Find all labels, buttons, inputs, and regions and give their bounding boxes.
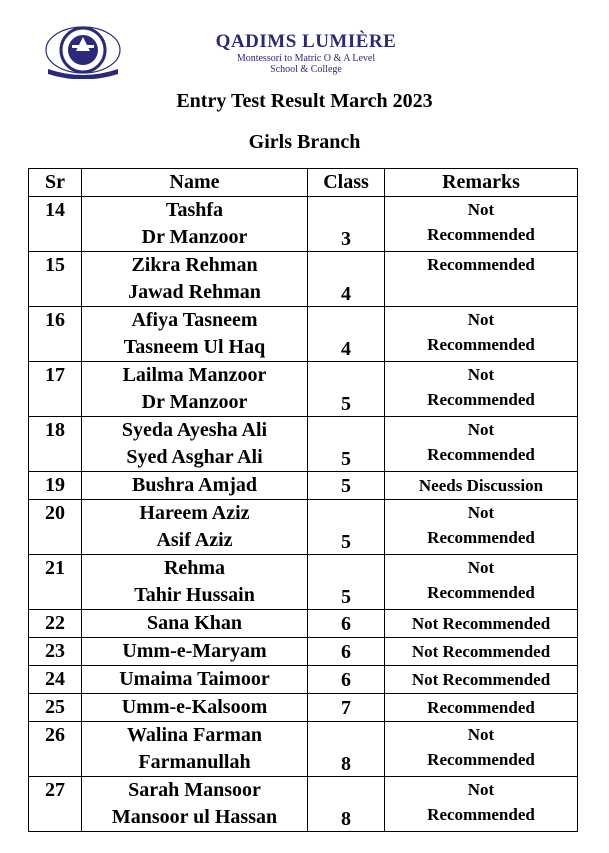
remark-text: Recommended <box>427 698 535 717</box>
cell-remarks <box>385 722 578 777</box>
cell-name <box>82 555 308 610</box>
cell-class: 8 <box>308 722 385 777</box>
student-name: Umm-e-Kalsoom <box>121 696 268 718</box>
cell-sr: 21 <box>29 555 82 610</box>
table-row <box>29 555 578 610</box>
cell-sr: 26 <box>29 722 82 777</box>
cell-name <box>82 362 308 417</box>
cell-sr: 22 <box>29 610 82 638</box>
remark-text: Recommended <box>427 255 535 274</box>
table-row <box>29 307 578 362</box>
table-header-row <box>29 169 578 197</box>
cell-remarks <box>385 197 578 252</box>
remark-text-2: Recommended <box>427 805 535 824</box>
remark-text: Not Recommended <box>411 642 551 661</box>
remark-text-2: Recommended <box>427 225 535 244</box>
remark-text-2: Recommended <box>427 750 535 769</box>
parent-name: Tasneem Ul Haq <box>123 336 266 358</box>
cell-remarks <box>385 777 578 832</box>
table-row <box>29 610 578 638</box>
school-logo-icon <box>44 25 122 79</box>
student-name: Sana Khan <box>146 612 243 634</box>
cell-sr: 20 <box>29 500 82 555</box>
cell-remarks <box>385 610 578 638</box>
cell-class: 6 <box>308 638 385 666</box>
remark-text-2: Recommended <box>427 390 535 409</box>
parent-name: Syed Asghar Ali <box>126 446 263 468</box>
remark-text: Not <box>467 780 495 799</box>
cell-remarks <box>385 694 578 722</box>
cell-class: 5 <box>308 362 385 417</box>
cell-sr: 15 <box>29 252 82 307</box>
table-row <box>29 362 578 417</box>
student-name: Zikra Rehman <box>131 254 258 276</box>
student-name: Hareem Aziz <box>139 502 250 524</box>
page-title: Entry Test Result March 2023 <box>176 90 433 112</box>
cell-remarks <box>385 252 578 307</box>
cell-name <box>82 610 308 638</box>
table-row <box>29 722 578 777</box>
cell-class: 5 <box>308 555 385 610</box>
cell-sr: 25 <box>29 694 82 722</box>
cell-remarks <box>385 638 578 666</box>
parent-name: Farmanullah <box>138 751 251 773</box>
cell-name <box>82 666 308 694</box>
student-name: Tashfa <box>165 199 224 221</box>
cell-class: 3 <box>308 197 385 252</box>
table-body <box>29 197 578 832</box>
table-row <box>29 777 578 832</box>
table-row <box>29 197 578 252</box>
header-sr: Sr <box>29 169 82 197</box>
cell-class: 6 <box>308 610 385 638</box>
remark-text: Not <box>467 200 495 219</box>
cell-remarks <box>385 500 578 555</box>
student-name: Lailma Manzoor <box>122 364 267 386</box>
cell-remarks <box>385 472 578 500</box>
remark-text: Not <box>467 558 495 577</box>
brand-block <box>206 31 406 75</box>
remark-text: Not <box>467 310 495 329</box>
table-row <box>29 694 578 722</box>
cell-class: 4 <box>308 307 385 362</box>
cell-class: 5 <box>308 500 385 555</box>
remark-text: Not Recommended <box>411 670 551 689</box>
cell-sr: 19 <box>29 472 82 500</box>
remark-text: Not <box>467 503 495 522</box>
remark-text-2: Recommended <box>427 583 535 602</box>
cell-name <box>82 307 308 362</box>
cell-class: 8 <box>308 777 385 832</box>
parent-name: Dr Manzoor <box>141 391 248 413</box>
cell-remarks <box>385 555 578 610</box>
student-name: Bushra Amjad <box>131 474 258 496</box>
student-name: Umaima Taimoor <box>119 668 270 690</box>
remark-text: Needs Discussion <box>418 476 544 495</box>
brand-tagline: Montessori to Matric O & A Level <box>236 53 376 64</box>
cell-name <box>82 777 308 832</box>
student-name: Syeda Ayesha Ali <box>121 419 268 441</box>
remark-text: Not Recommended <box>411 614 551 633</box>
cell-sr: 23 <box>29 638 82 666</box>
cell-name <box>82 252 308 307</box>
header-name: Name <box>82 169 308 197</box>
cell-name <box>82 417 308 472</box>
table-row <box>29 500 578 555</box>
cell-remarks <box>385 362 578 417</box>
student-name: Sarah Mansoor <box>128 779 261 801</box>
cell-name <box>82 638 308 666</box>
cell-sr: 18 <box>29 417 82 472</box>
remark-text: Not <box>467 365 495 384</box>
cell-name <box>82 197 308 252</box>
cell-remarks <box>385 307 578 362</box>
parent-name: Mansoor ul Hassan <box>111 806 278 828</box>
header-remarks: Remarks <box>385 169 578 197</box>
cell-sr: 14 <box>29 197 82 252</box>
cell-sr: 27 <box>29 777 82 832</box>
cell-sr: 24 <box>29 666 82 694</box>
cell-class: 5 <box>308 472 385 500</box>
result-table <box>28 168 578 832</box>
cell-class: 6 <box>308 666 385 694</box>
parent-name: Dr Manzoor <box>141 226 248 248</box>
cell-name <box>82 694 308 722</box>
brand-name: QADIMS LUMIÈRE <box>215 31 397 52</box>
cell-name <box>82 472 308 500</box>
table-row <box>29 472 578 500</box>
remark-text: Not <box>467 420 495 439</box>
remark-text-2: Recommended <box>427 445 535 464</box>
cell-remarks <box>385 666 578 694</box>
table-row <box>29 417 578 472</box>
parent-name: Asif Aziz <box>156 529 233 551</box>
cell-remarks <box>385 417 578 472</box>
header-class: Class <box>308 169 385 197</box>
cell-class: 7 <box>308 694 385 722</box>
student-name: Walina Farman <box>126 724 262 746</box>
brand-tagline-2: School & College <box>270 64 342 75</box>
cell-class: 5 <box>308 417 385 472</box>
table-row <box>29 666 578 694</box>
cell-name <box>82 500 308 555</box>
student-name: Umm-e-Maryam <box>122 640 267 662</box>
cell-sr: 17 <box>29 362 82 417</box>
remark-text: Not <box>467 725 495 744</box>
student-name: Rehma <box>163 557 226 579</box>
cell-class: 4 <box>308 252 385 307</box>
parent-name: Jawad Rehman <box>128 281 261 303</box>
cell-name <box>82 722 308 777</box>
remark-text-2: Recommended <box>427 528 535 547</box>
table-row <box>29 638 578 666</box>
parent-name: Tahir Hussain <box>134 584 255 606</box>
table-row <box>29 252 578 307</box>
remark-text-2: Recommended <box>427 335 535 354</box>
cell-sr: 16 <box>29 307 82 362</box>
student-name: Afiya Tasneem <box>131 309 258 331</box>
school-header <box>0 0 609 90</box>
page-subtitle: Girls Branch <box>248 131 361 153</box>
